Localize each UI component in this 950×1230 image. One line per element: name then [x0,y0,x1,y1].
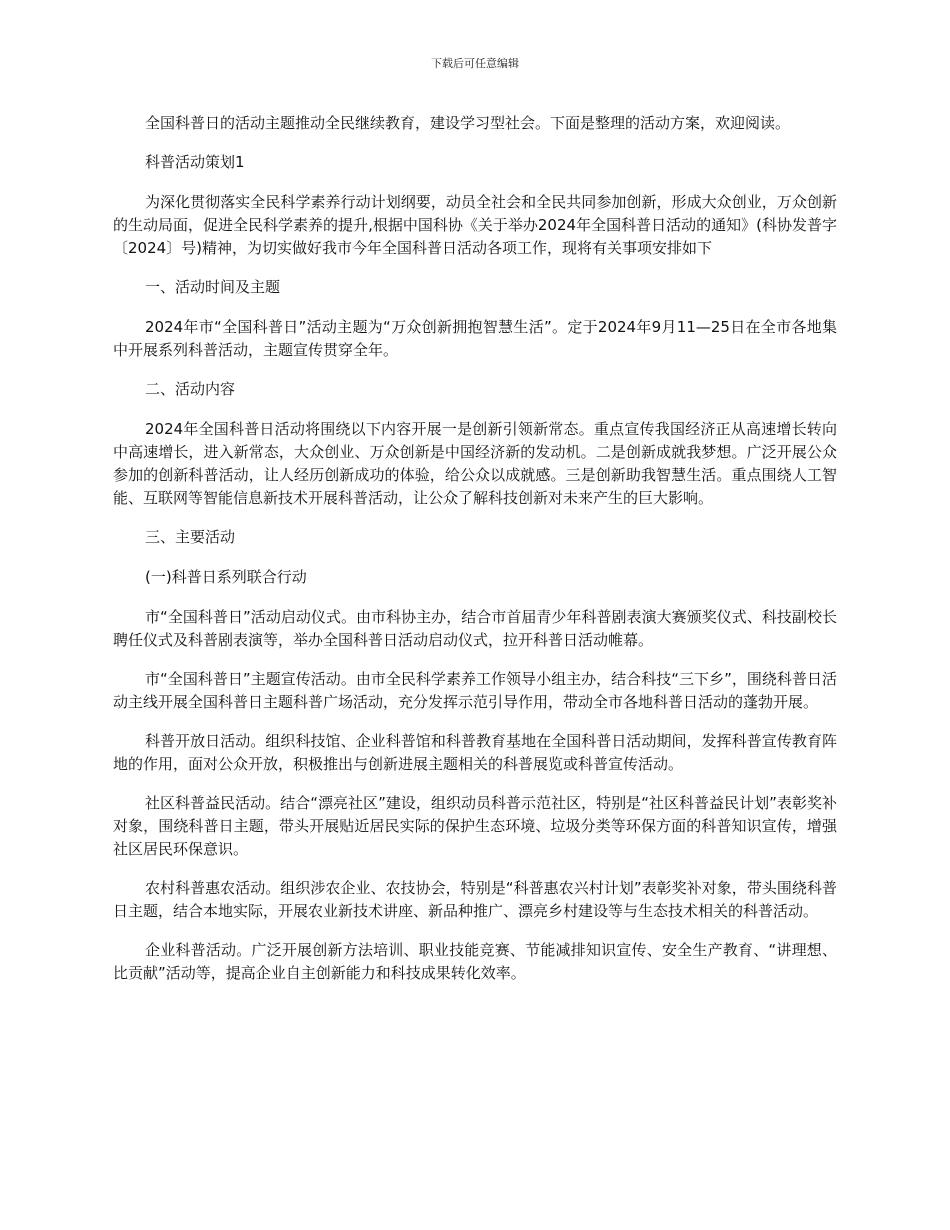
intro-paragraph: 全国科普日的活动主题推动全民继续教育，建设学习型社会。下面是整理的活动方案，欢迎阅读。 [145,114,791,132]
body-paragraph: 2024年全国科普日活动将围绕以下内容开展一是创新引领新常态。重点宣传我国经济正从高速增长转向中高速增长，进入新常态，大众创业、万众创新是中国经济新的发动机。二是创新成就我梦想。广泛开展公众参加的创新科普活动，让人经历创新成功的体验，给公众以成就感。三是创新助我智慧生活。重点围绕人工智能、互联网等智能信息新技术开展科普活动，让公众了解科技创新对未来产生的巨大影响。 [113,420,837,507]
body-paragraph: 市“全国科普日”主题宣传活动。由市全民科学素养工作领导小组主办，结合科技“三下乡”，围绕科普日活动主线开展全国科普日主题科普广场活动，充分发挥示范引导作用，带动全市各地科普日活动的蓬勃开展。 [113,670,837,711]
section-heading-time-theme: 一、活动时间及主题 [145,278,281,296]
section-title-plan-1: 科普活动策划1 [145,153,245,171]
subsection-heading-joint-actions: (一)科普日系列联合行动 [145,568,307,586]
body-paragraph: 科普开放日活动。组织科技馆、企业科普馆和科普教育基地在全国科普日活动期间，发挥科普宣传教育阵地的作用，面对公众开放，积极推出与创新进展主题相关的科普展览或科普宣传活动。 [113,732,837,773]
body-paragraph: 为深化贯彻落实全民科学素养行动计划纲要，动员全社会和全民共同参加创新，形成大众创业，万众创新的生动局面，促进全民科学素养的提升,根据中国科协《关于举办2024年全国科普日活动的通知》(科协发普字〔2024〕号)精神，为切实做好我市今年全国科普日活动各项工作，现将有关事项安排如下 [113,193,837,257]
body-paragraph: 农村科普惠农活动。组织涉农企业、农技协会，特别是“科普惠农兴村计划”表彰奖补对象，带头围绕科普日主题，结合本地实际，开展农业新技术讲座、新品种推广、漂亮乡村建设等与生态技术相关的科普活动。 [113,879,837,920]
body-paragraph: 2024年市“全国科普日”活动主题为“万众创新拥抱智慧生活”。定于2024年9月11—25日在全市各地集中开展系列科普活动，主题宣传贯穿全年。 [113,318,837,359]
page-header-note: 下载后可任意编辑 [431,57,519,70]
body-paragraph: 社区科普益民活动。结合“漂亮社区”建设，组织动员科普示范社区，特别是“社区科普益民计划”表彰奖补对象，围绕科普日主题，带头开展贴近居民实际的保护生态环境、垃圾分类等环保方面的科普知识宣传，增强社区居民环保意识。 [113,794,837,858]
document-body [113,112,837,1001]
section-heading-main-activities: 三、主要活动 [145,528,236,546]
section-heading-content: 二、活动内容 [145,380,236,398]
body-paragraph: 企业科普活动。广泛开展创新方法培训、职业技能竞赛、节能减排知识宣传、安全生产教育、“讲理想、比贡献”活动等，提高企业自主创新能力和科技成果转化效率。 [113,941,837,982]
body-paragraph: 市“全国科普日”活动启动仪式。由市科协主办，结合市首届青少年科普剧表演大赛颁奖仪式、科技副校长聘任仪式及科普剧表演等，举办全国科普日活动启动仪式，拉开科普日活动帷幕。 [113,608,837,649]
